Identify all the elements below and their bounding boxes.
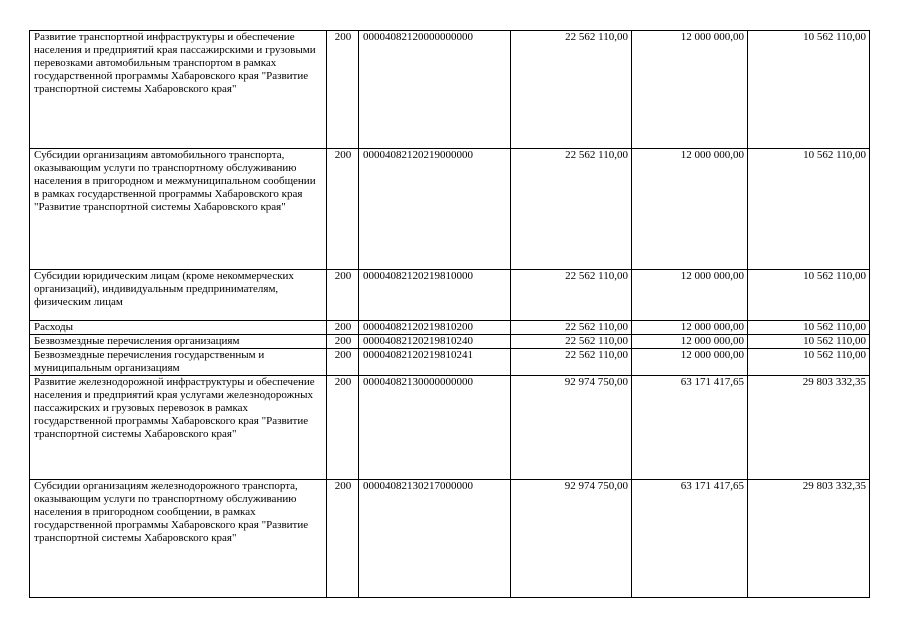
table-row xyxy=(30,335,870,349)
table-row xyxy=(30,270,870,321)
row-exec: 63 171 417,65 xyxy=(632,376,748,480)
row-code: 00004082120219810241 xyxy=(359,349,511,376)
budget-document xyxy=(29,30,870,598)
row-rest: 29 803 332,35 xyxy=(748,376,870,480)
row-plan: 22 562 110,00 xyxy=(511,349,632,376)
row-name: Субсидии организациям железнодорожного транспорта, оказывающим услуги по транспортному обслуживанию населения в пригородном сообщении, в рамках государственной программы Хабаровского края "Развитие транспортной системы Хабаровского края" xyxy=(30,480,327,598)
row-name: Субсидии организациям автомобильного транспорта, оказывающим услуги по транспортному обслуживанию населения в пригородном и межмуниципальном сообщении в рамках государственной программы Хабаровского края "Развитие транспортной системы Хабаровского края" xyxy=(30,149,327,270)
row-rest: 10 562 110,00 xyxy=(748,149,870,270)
row-ved: 200 xyxy=(327,270,359,321)
row-ved: 200 xyxy=(327,149,359,270)
row-name: Безвозмездные перечисления государственным и муниципальным организациям xyxy=(30,349,327,376)
row-rest: 10 562 110,00 xyxy=(748,270,870,321)
row-name: Расходы xyxy=(30,321,327,335)
row-code: 00004082120000000000 xyxy=(359,31,511,149)
row-code: 00004082120219810000 xyxy=(359,270,511,321)
row-name: Субсидии юридическим лицам (кроме некоммерческих организаций), индивидуальным предпринимателям, физическим лицам xyxy=(30,270,327,321)
row-ved: 200 xyxy=(327,31,359,149)
table-row xyxy=(30,349,870,376)
row-plan: 22 562 110,00 xyxy=(511,335,632,349)
row-code: 00004082120219810200 xyxy=(359,321,511,335)
row-plan: 22 562 110,00 xyxy=(511,321,632,335)
budget-table xyxy=(29,30,870,598)
row-rest: 10 562 110,00 xyxy=(748,321,870,335)
row-code: 00004082120219810240 xyxy=(359,335,511,349)
row-exec: 12 000 000,00 xyxy=(632,349,748,376)
table-row xyxy=(30,31,870,149)
row-ved: 200 xyxy=(327,335,359,349)
row-plan: 92 974 750,00 xyxy=(511,376,632,480)
row-plan: 92 974 750,00 xyxy=(511,480,632,598)
row-name: Безвозмездные перечисления организациям xyxy=(30,335,327,349)
table-row xyxy=(30,149,870,270)
row-ved: 200 xyxy=(327,349,359,376)
row-exec: 12 000 000,00 xyxy=(632,149,748,270)
row-plan: 22 562 110,00 xyxy=(511,149,632,270)
row-exec: 63 171 417,65 xyxy=(632,480,748,598)
row-code: 00004082120219000000 xyxy=(359,149,511,270)
row-code: 00004082130000000000 xyxy=(359,376,511,480)
row-rest: 29 803 332,35 xyxy=(748,480,870,598)
row-ved: 200 xyxy=(327,376,359,480)
table-row xyxy=(30,321,870,335)
row-name: Развитие транспортной инфраструктуры и обеспечение населения и предприятий края пассажирскими и грузовыми перевозками автомобильным транспортом в рамках государственной программы Хабаровского края "Развитие транспортной системы Хабаровского края" xyxy=(30,31,327,149)
row-ved: 200 xyxy=(327,321,359,335)
row-rest: 10 562 110,00 xyxy=(748,335,870,349)
row-rest: 10 562 110,00 xyxy=(748,349,870,376)
row-rest: 10 562 110,00 xyxy=(748,31,870,149)
table-row xyxy=(30,376,870,480)
table-row xyxy=(30,480,870,598)
row-code: 00004082130217000000 xyxy=(359,480,511,598)
row-exec: 12 000 000,00 xyxy=(632,321,748,335)
row-exec: 12 000 000,00 xyxy=(632,270,748,321)
row-plan: 22 562 110,00 xyxy=(511,270,632,321)
row-ved: 200 xyxy=(327,480,359,598)
row-exec: 12 000 000,00 xyxy=(632,31,748,149)
row-plan: 22 562 110,00 xyxy=(511,31,632,149)
row-exec: 12 000 000,00 xyxy=(632,335,748,349)
row-name: Развитие железнодорожной инфраструктуры и обеспечение населения и предприятий края услугами железнодорожных пассажирских и грузовых перевозок в рамках государственной программы Хабаровского края "Развитие транспортной системы Хабаровского края" xyxy=(30,376,327,480)
